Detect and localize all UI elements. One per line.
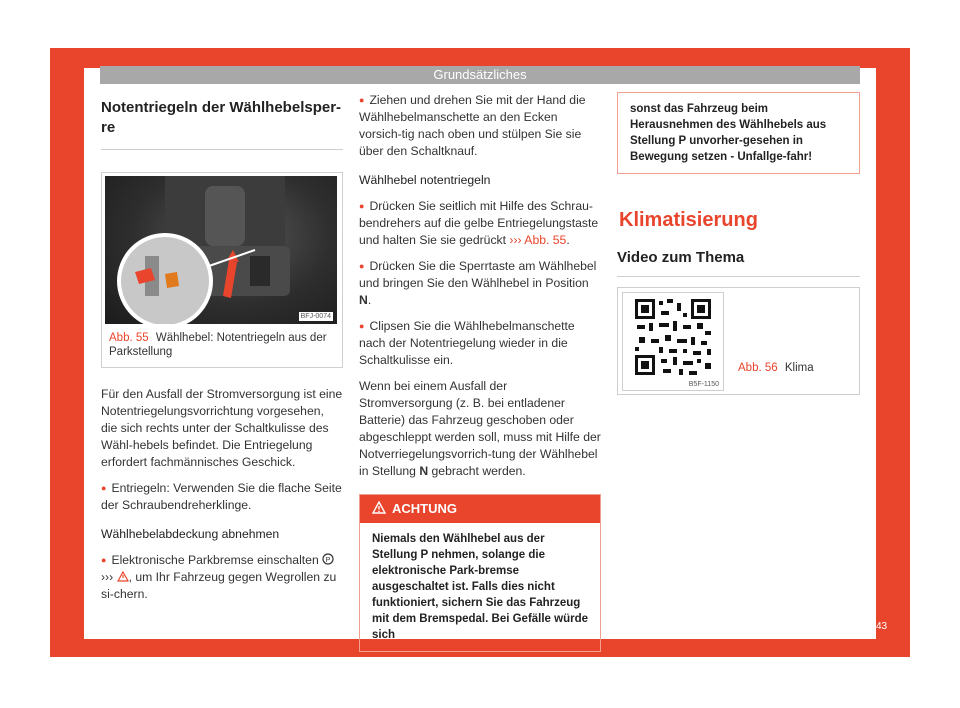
warning-box [359,494,601,652]
section-title: Notentriegeln der Wählhebelsper-re [101,98,343,150]
bullet-text: Clipsen Sie die Wählhebelmanschette nach der Notentriegelung wieder in die Schaltkulisse ein. [359,319,575,367]
figure-caption-text: Wählhebel: Notentriegeln aus der Parkstellung [109,332,327,358]
column-left [101,92,343,612]
warning-triangle-icon [372,501,386,514]
figure-code: BFJ-0074 [300,313,331,320]
figure-label: Abb. 56 [738,362,778,374]
bullet-text: , um Ihr Fahrzeug gegen Wegrollen zu si-chern. [101,570,337,601]
paragraph-text: Wenn bei einem Ausfall der Stromversorgung (z. B. bei entladener Batterie) das Fahrzeug geschoben oder abgeschleppt werden soll, muss mit Hilfe der Notverriegelungsvorrich-tung der Wählhebel in Stellung [359,379,601,478]
warning-text: Niemals den Wählhebel aus der Stellung P nehmen, solange die elektronische Park-bremse ausgeschaltet ist. Falls dies nicht funktioniert, sichern Sie das Fahrzeug mit dem Bremspedal. Bei Gefälle würde sich [372,533,589,641]
bullet-item [359,258,601,309]
figure-caption [105,324,339,364]
paragraph [359,378,601,480]
bullet-item [359,318,601,369]
gear-selector-photo [105,176,337,324]
figure-code: B5F-1150 [688,381,719,388]
subheading: Wählhebelabdeckung abnehmen [101,527,280,541]
bullet-item [101,480,343,514]
parking-brake-icon [322,553,334,565]
subheading: Wählhebel notentriegeln [359,173,491,187]
running-header: Grundsätzliches [100,66,860,84]
video-section-title: Video zum Thema [617,248,860,277]
bullet-text: Drücken Sie seitlich mit Hilfe des Schrau-bendrehers auf die gelbe Entriegelungstaste und halten Sie sie gedrückt [359,199,599,247]
column-right [617,92,860,395]
warning-text: sonst das Fahrzeug beim Herausnehmen des Wählhebels aus Stellung P unvorher-gesehen in Bewegung setzen - Unfallge-fahr! [630,103,827,163]
warning-header [360,495,600,523]
figure-caption-text: Klima [784,362,814,374]
bullet-item [101,552,343,603]
figure-label: Abb. 55 [109,332,149,344]
bullet-text-end: . [367,293,372,307]
warning-title: ACHTUNG [392,501,457,516]
qr-code-icon [623,293,723,379]
gear-position: N [359,293,368,307]
cross-reference-link[interactable]: ››› [101,570,114,584]
chapter-title: Klimatisierung [619,209,758,231]
gear-selector-illustration [105,176,337,324]
page-number: 43 [876,621,888,632]
figure-reference-link[interactable]: ››› Abb. 55 [509,233,567,247]
svg-text:P: P [325,557,331,564]
gear-position: N [419,464,429,478]
qr-code[interactable] [622,292,724,391]
bullet-item [359,198,601,249]
bullet-item [359,92,601,160]
warning-triangle-icon [117,571,129,582]
paragraph: Für den Ausfall der Stromversorgung ist eine Notentriegelungsvorrichtung vorgesehen, die sich rechts unter der Schaltkulisse des Wähl-hebels befindet. Die Entriegelung erfordert fachmännisches Geschick. [101,387,343,469]
figure-caption [738,362,814,374]
column-middle [359,92,601,652]
bullet-text: Entriegeln: Verwenden Sie die flache Seite der Schraubendreherklinge. [101,481,342,512]
figure-55 [101,172,343,368]
warning-continuation [617,92,860,174]
bullet-text-end: . [566,233,570,247]
bullet-text: Ziehen und drehen Sie mit der Hand die Wählhebelmanschette an den Ecken vorsich-tig nach oben und stülpen Sie sie über den Schaltknauf. [359,93,586,158]
figure-56 [617,287,860,395]
paragraph-text-end: gebracht werden. [431,464,526,478]
bullet-text: Drücken Sie die Sperrtaste am Wählhebel und bringen Sie den Wählhebel in Position [359,259,597,290]
bullet-text: Elektronische Parkbremse einschalten [111,553,319,567]
